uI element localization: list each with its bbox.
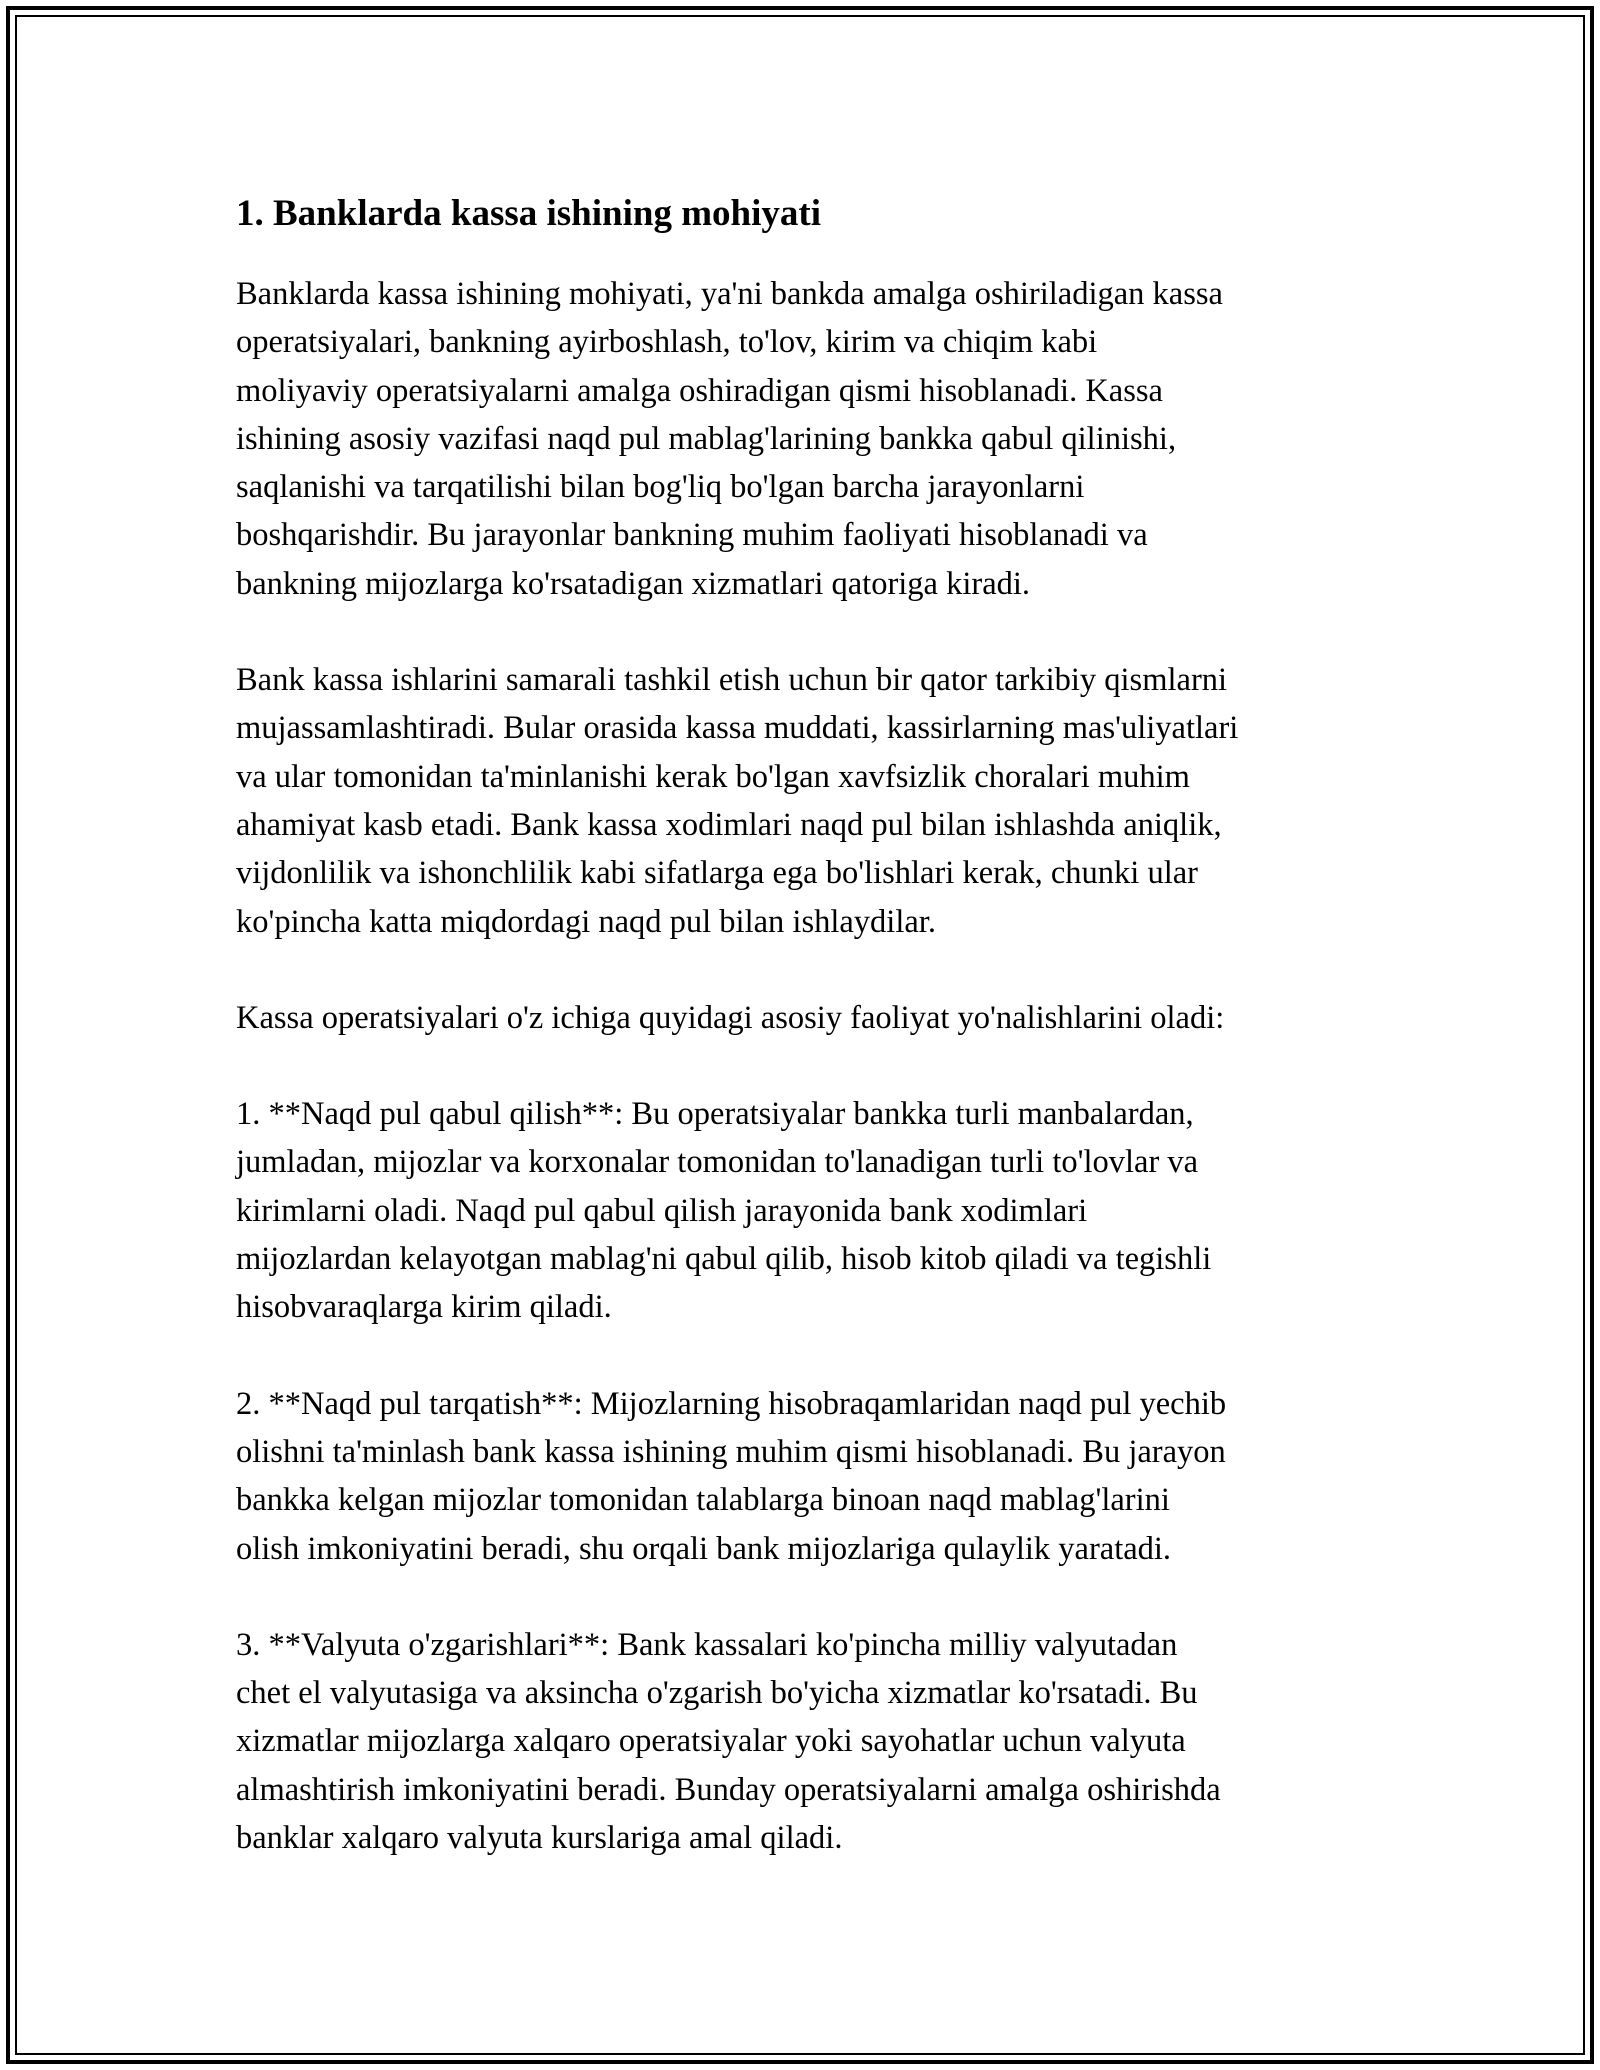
list-item-currency-exchange: 3. **Valyuta o'zgarishlari**: Bank kassalari ko'pincha milliy valyutadan chet el valyutasiga va aksincha o'zgarish bo'yicha xizmatlar ko'rsatadi. Bu xizmatlar mijozlarga xalqaro operatsiyalar yoki sayohatlar uchun valyuta almashtirish imkoniyatini beradi. Bunday operatsiyalarni amalga oshirishda banklar xalqaro valyuta kurslariga amal qiladi.: [236, 1626, 1221, 1857]
list-item-cash-receipt: 1. **Naqd pul qabul qilish**: Bu operatsiyalar bankka turli manbalardan, jumladan, mijozlar va korxonalar tomonidan to'lanadigan turli to'lovlar va kirimlarni oladi. Naqd pul qabul qilish jarayonida bank xodimlari mijozlardan kelayotgan mablag'ni qabul qilib, hisob kitob qiladi va tegishli hisobvaraqlarga kirim qiladi.: [236, 1096, 1212, 1326]
paragraph-intro: Banklarda kassa ishining mohiyati, ya'ni bankda amalga oshiriladigan kassa operatsiyalari, bankning ayirboshlash, to'lov, kirim va chiqim kabi moliyaviy operatsiyalarni amalga oshiradigan qismi hisoblanadi. Kassa ishining asosiy vazifasi naqd pul mablag'larining bankka qabul qilinishi, saqlanishi va tarqatilishi bilan bog'liq bo'lgan barcha jarayonlarni boshqarishdir. Bu jarayonlar bankning muhim faoliyati hisoblanadi va bankning mijozlarga ko'rsatadigan xizmatlari qatoriga kiradi.: [236, 276, 1223, 602]
document-body: [236, 186, 1376, 1910]
paragraph-organization: Bank kassa ishlarini samarali tashkil etish uchun bir qator tarkibiy qismlarni mujassamlashtiradi. Bular orasida kassa muddati, kassirlarning mas'uliyatlari va ular tomonidan ta'minlanishi kerak bo'lgan xavfsizlik choralari muhim ahamiyat kasb etadi. Bank kassa xodimlari naqd pul bilan ishlashda aniqlik, vijdonlilik va ishonchlilik kabi sifatlarga ega bo'lishlari kerak, chunki ular ko'pincha katta miqdordagi naqd pul bilan ishlaydilar.: [236, 662, 1239, 940]
paragraph-list-intro: Kassa operatsiyalari o'z ichiga quyidagi asosiy faoliyat yo'nalishlarini oladi:: [236, 999, 1225, 1036]
section-heading: 1. Banklarda kassa ishining mohiyati: [236, 193, 821, 234]
list-item-cash-disbursement: 2. **Naqd pul tarqatish**: Mijozlarning hisobraqamlaridan naqd pul yechib olishni ta'minlash bank kassa ishining muhim qismi hisoblanadi. Bu jarayon bankka kelgan mijozlar tomonidan talablarga binoan naqd mablag'larini olish imkoniyatini beradi, shu orqali bank mijozlariga qulaylik yaratadi.: [236, 1385, 1227, 1567]
